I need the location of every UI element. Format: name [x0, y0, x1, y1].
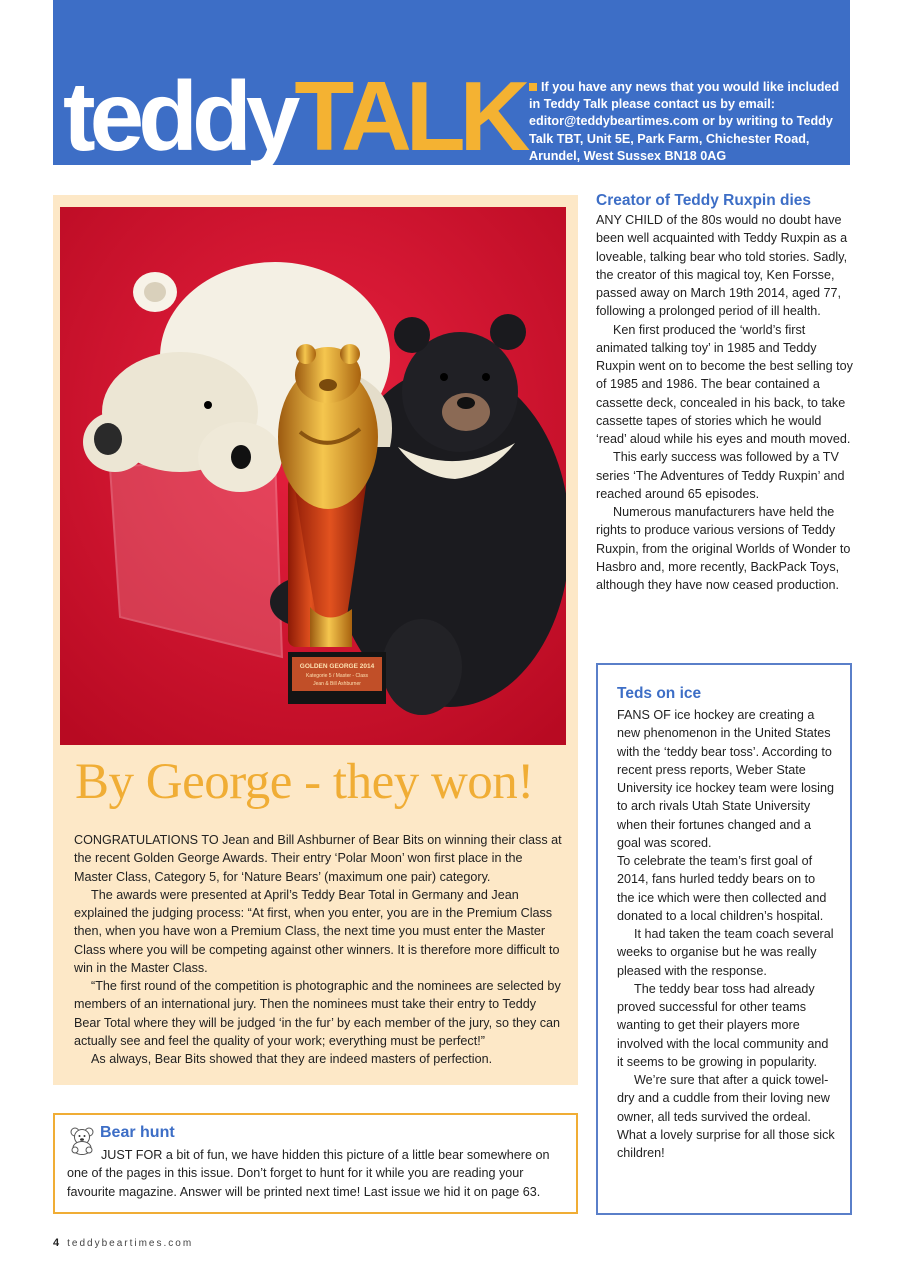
ice-paragraph: It had taken the team coach several weeks to organise but he was really pleased with the response.: [617, 927, 834, 978]
logo-teddy: teddy: [63, 61, 295, 171]
feature-paragraph: “The first round of the competition is photographic and the nominees are selected by members of an international jury. Then the nominees must take their entry to Teddy Bear Total where they will be judged ‘in the fur’ by each member of the jury, so they can actually see and feel the quality of your work; everything must be perfect!”: [74, 979, 561, 1048]
feature-paragraph: The awards were presented at April’s Teddy Bear Total in Germany and Jean explained the judging process: “At first, when you enter, you are in the Premium Class then, when you have won a Premium Class, the next time you must enter the Master Class where you will be competing against other winners. It is therefore more difficult to win in the Master Class.: [74, 887, 560, 975]
bear-hunt-text: JUST FOR a bit of fun, we have hidden this picture of a little bear somewhere on one of the pages in this issue. Don’t forget to hunt for it while you are reading your favourite magazine. Answer will be printed next time! Last issue we hid it on page 63.: [67, 1148, 550, 1199]
footer-site: teddybeartimes.com: [67, 1238, 194, 1249]
feature-paragraph: As always, Bear Bits showed that they are indeed masters of perfection.: [91, 1052, 493, 1066]
ice-paragraph: We’re sure that after a quick towel-dry and a cuddle from their loving new owner, all teds survived the ordeal. What a lovely surprise for all those sick children!: [617, 1073, 835, 1160]
ruxpin-paragraph: This early success was followed by a TV series ‘The Adventures of Teddy Ruxpin’ and reached around 65 episodes.: [596, 450, 845, 501]
ice-paragraph: The teddy bear toss had already proved successful for other teams wanting to get their players more involved with the local community and it seems to be growing in popularity.: [617, 981, 829, 1069]
feature-article: [53, 195, 578, 1085]
contact-text: If you have any news that you would like included in Teddy Talk please contact us by email: editor@teddybeartimes.com or by writing to Teddy Talk TBT, Unit 5E, Park Farm, Chichester Road, Arundel, West Sussex BN18 0AG: [529, 80, 840, 163]
bears-with-trophy-illustration: [60, 207, 566, 745]
ruxpin-paragraph: ANY CHILD of the 80s would no doubt have been well acquainted with Teddy Ruxpin as a loveable, talking bear who told stories. Sadly, the creator of this magical toy, Ken Forsse, passed away on March 19th 2014, aged 77, following a prolonged period of ill health.: [596, 213, 848, 319]
ice-body: [617, 706, 835, 1162]
plaque-line-1: GOLDEN GEORGE 2014: [299, 663, 375, 670]
feature-body: [74, 831, 564, 1068]
logo-talk: TALK: [294, 61, 525, 171]
ice-paragraph: To celebrate the team’s first goal of 2014, fans hurled teddy bears on to the ice which were then collected and donated to a local children’s hospital.: [617, 854, 827, 923]
plaque-line-3: Jean & Bill Ashburner: [313, 681, 361, 687]
contact-info: [529, 79, 845, 165]
ruxpin-paragraph: Ken first produced the ‘world’s first animated talking toy’ in 1985 and Teddy Ruxpin went on to become the best selling toy of 1985 and 1986. The bear contained a cassette deck, concealed in his back, to take cassette tapes of stories which he would ‘read’ aloud while his eyes and mouth moved.: [596, 322, 853, 446]
feature-headline: By George - they won!: [75, 754, 534, 810]
ruxpin-paragraph: Numerous manufacturers have held the rights to produce various versions of Teddy Ruxpin, from the original Worlds of Wonder to Hasbro and, more recently, BackPack Toys, although they have now ceased production.: [596, 505, 851, 592]
ice-title: Teds on ice: [617, 685, 702, 702]
ruxpin-title: Creator of Teddy Ruxpin dies: [596, 192, 812, 209]
bear-hunt-title: Bear hunt: [100, 1124, 175, 1141]
ice-paragraph: FANS OF ice hockey are creating a new phenomenon in the United States with the ‘teddy bear toss’. According to recent press reports, Weber State University ice hockey team were losing to arch rivals Utah State University when their fortunes changed and a goal was scored.: [617, 708, 834, 850]
teds-on-ice-box: [596, 663, 852, 1215]
page-number: 4: [53, 1237, 60, 1249]
ruxpin-article: [596, 191, 854, 594]
bullet-square-icon: [529, 83, 537, 91]
teddy-talk-header: [53, 0, 850, 171]
award-photo: [60, 207, 566, 745]
plaque-line-2: Kategorie 5 / Master - Class: [306, 673, 368, 679]
feature-paragraph: CONGRATULATIONS TO Jean and Bill Ashburner of Bear Bits on winning their class at the recent Golden George Awards. Their entry ‘Polar Moon’ won first place in the Master Class, Category 5, for ‘Nature Bears’ (maximum one pair) category.: [74, 833, 562, 884]
page-footer: [53, 1237, 193, 1249]
bear-hunt-box: [53, 1113, 578, 1214]
teddy-talk-logo: [63, 61, 525, 171]
